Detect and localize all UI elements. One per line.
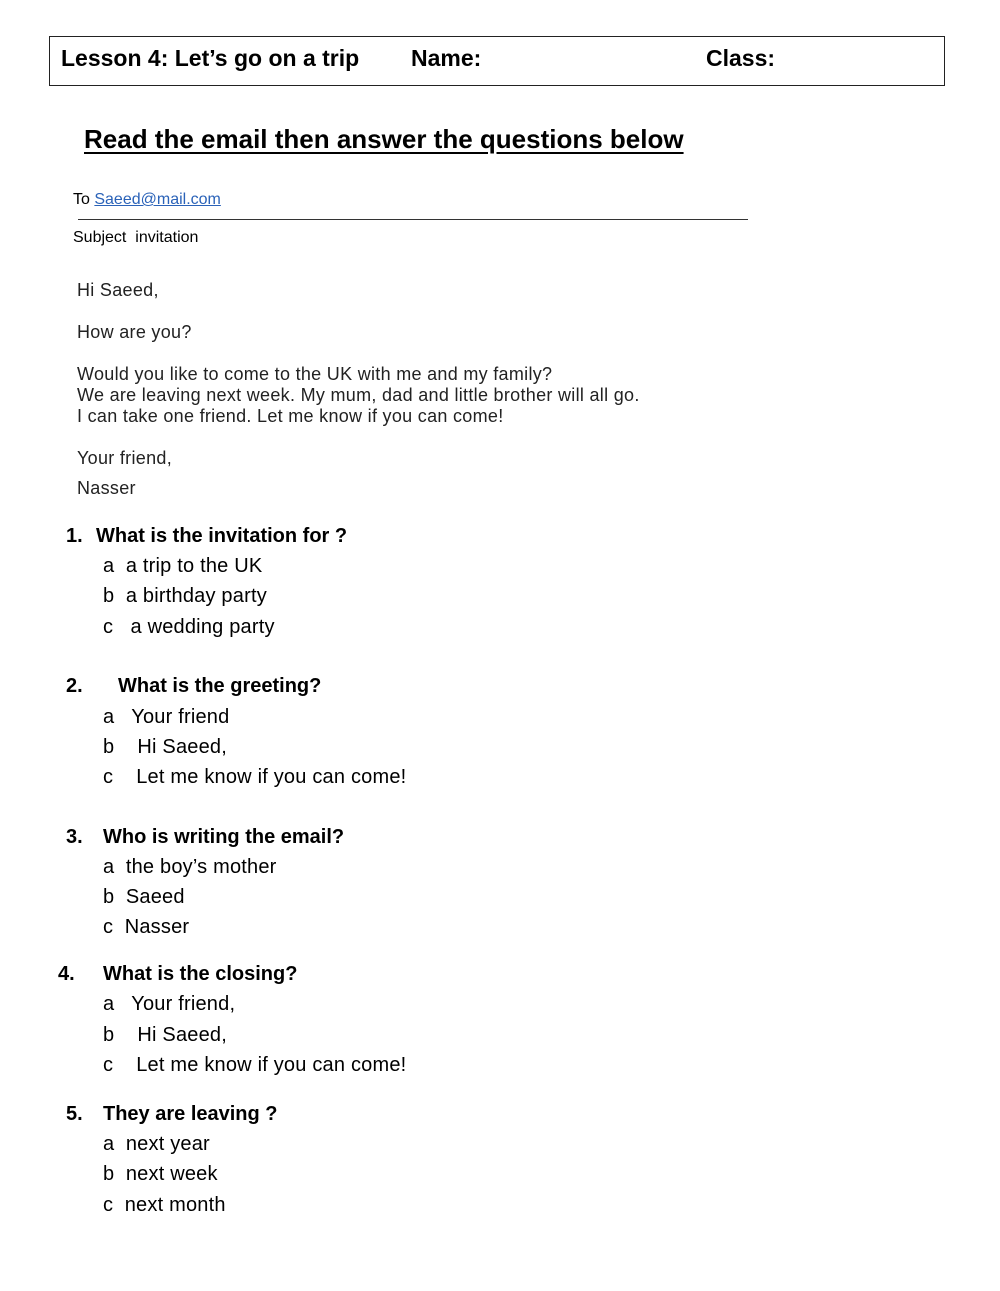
subject-value: invitation xyxy=(135,229,199,246)
question-2: 2. What is the greeting? xyxy=(66,675,322,697)
option-5c[interactable]: c next month xyxy=(103,1194,226,1216)
option-5b[interactable]: b next week xyxy=(103,1163,218,1185)
instruction-heading: Read the email then answer the questions below xyxy=(84,124,684,154)
option-3a[interactable]: a the boy’s mother xyxy=(103,856,277,878)
email-divider xyxy=(78,219,748,220)
option-2b[interactable]: b Hi Saeed, xyxy=(103,736,227,758)
email-subject-row xyxy=(73,229,198,247)
question-text: What is the greeting? xyxy=(118,675,322,697)
option-1b[interactable]: b a birthday party xyxy=(103,585,267,607)
option-1c[interactable]: c a wedding party xyxy=(103,616,275,638)
email-line: Would you like to come to the UK with me and my family? xyxy=(77,364,553,384)
option-3c[interactable]: c Nasser xyxy=(103,916,190,938)
question-3: 3. Who is writing the email? xyxy=(66,826,345,848)
email-closing: Your friend, xyxy=(77,448,172,468)
option-4b[interactable]: b Hi Saeed, xyxy=(103,1024,227,1046)
to-address-link[interactable]: Saeed@mail.com xyxy=(94,191,221,208)
option-4a[interactable]: a Your friend, xyxy=(103,993,236,1015)
option-5a[interactable]: a next year xyxy=(103,1133,210,1155)
email-line: I can take one friend. Let me know if you can come! xyxy=(77,406,504,426)
option-3b[interactable]: b Saeed xyxy=(103,886,185,908)
subject-label: Subject xyxy=(73,229,127,246)
email-line: We are leaving next week. My mum, dad and little brother will all go. xyxy=(77,385,640,405)
option-2c[interactable]: c Let me know if you can come! xyxy=(103,766,407,788)
option-2a[interactable]: a Your friend xyxy=(103,706,230,728)
question-text: They are leaving ? xyxy=(103,1103,278,1125)
option-4c[interactable]: c Let me know if you can come! xyxy=(103,1054,407,1076)
name-label: Name: xyxy=(411,45,482,71)
question-text: Who is writing the email? xyxy=(103,826,345,848)
question-4: 4. What is the closing? xyxy=(58,963,298,985)
question-1: 1. What is the invitation for ? xyxy=(66,525,348,547)
lesson-title: Lesson 4: Let’s go on a trip xyxy=(61,45,360,71)
class-label: Class: xyxy=(706,45,776,71)
email-line: How are you? xyxy=(77,322,192,342)
worksheet-header xyxy=(49,36,945,86)
to-label: To xyxy=(73,191,90,208)
email-to-row xyxy=(73,191,221,209)
question-text: What is the invitation for ? xyxy=(96,525,348,547)
email-signature: Nasser xyxy=(77,478,136,498)
question-5: 5. They are leaving ? xyxy=(66,1103,278,1125)
option-1a[interactable]: a a trip to the UK xyxy=(103,555,263,577)
question-text: What is the closing? xyxy=(103,963,298,985)
email-greeting: Hi Saeed, xyxy=(77,280,159,300)
